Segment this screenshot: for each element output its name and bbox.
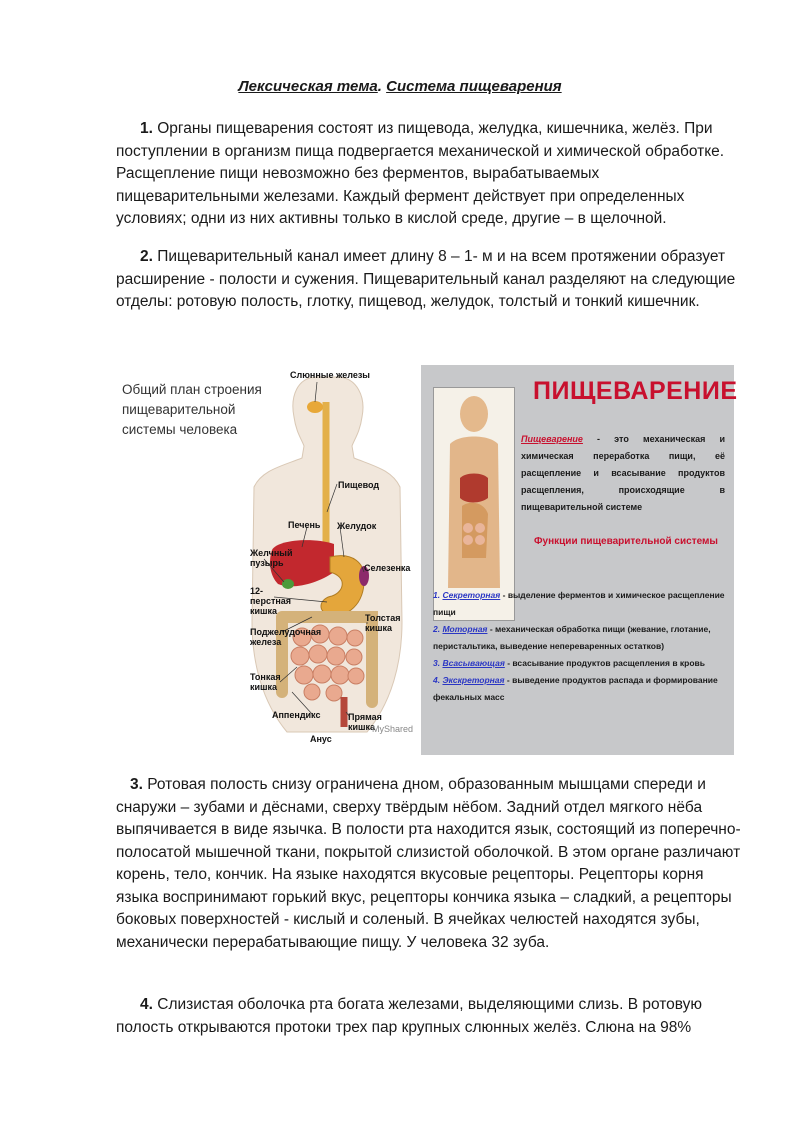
definition-term: Пищеварение [521, 434, 583, 444]
label-liver: Печень [288, 520, 321, 530]
title-part1: Лексическая тема [238, 78, 378, 95]
digestion-slide [421, 365, 738, 755]
watermark-text: MyShared [372, 724, 414, 734]
label-anus: Анус [310, 734, 332, 744]
definition-text [521, 431, 725, 516]
label-esophagus: Пищевод [338, 480, 380, 490]
paragraph-1-text: Органы пищеварения состоят из пищевода, желудка, кишечника, желёз. При поступлении в организм пища подвергается механической и химической обработке. Расщепление пищи невозможно без ферментов, вырабатываемых пищеварительными железами. Каждый фермент действует при определенных условиях; одни из них активны только в кислой среде, другие – в щелочной. [116, 120, 725, 227]
salivary-gland-shape [307, 401, 323, 413]
definition-body: - это механическая и химическая переработка пищи, её расщепление и всасывание продуктов расщепления, происходящие в пищеварительной системе [521, 434, 725, 512]
paragraph-4-text: Слизистая оболочка рта богата железами, выделяющими слизь. В ротовую полость открываются протоки трех пар крупных слюнных желёз. Слюна на 98% [116, 996, 703, 1036]
page-title [0, 78, 800, 95]
paragraph-3-number: 3. [130, 776, 143, 793]
label-colon: Толстая кишка [365, 613, 401, 633]
paragraph-2-text: Пищеварительный канал имеет длину 8 – 1- м и на всем протяжении образует расширение - полости и сужения. Пищеварительный канал разделяют на следующие отделы: ротовую полость, глотку, пищевод, желудок, толстый и тонкий кишечник. [116, 248, 736, 310]
anatomy-photo [433, 387, 515, 621]
function-item-4: 4. Экскреторная - выведение продуктов распада и формирование фекальных масс [433, 675, 718, 702]
label-spleen: Селезенка [364, 563, 411, 573]
function-item-1: 1. Секреторная - выделение ферментов и химическое расщепление пищи [433, 590, 725, 617]
paragraph-1-number: 1. [140, 120, 153, 137]
slide-title: ПИЩЕВАРЕНИЕ [533, 377, 738, 405]
functions-title: Функции пищеварительной системы [534, 536, 718, 547]
function-item-2: 2. Моторная - механическая обработка пищи (жевание, глотание, перистальтика, выведение непереваренных остатков) [433, 624, 711, 651]
title-part2: Система пищеварения [386, 78, 562, 95]
label-salivary-glands: Слюнные железы [290, 370, 370, 380]
paragraph-2-number: 2. [140, 248, 153, 265]
label-small-intestine: Тонкая кишка [250, 672, 281, 692]
label-appendix: Аппендикс [272, 710, 321, 720]
paragraph-4-number: 4. [140, 996, 153, 1013]
functions-list [433, 587, 729, 706]
label-duodenum: 12-перстная кишка [250, 586, 292, 616]
digestive-system-diagram [112, 362, 412, 757]
paragraph-1 [116, 118, 746, 231]
title-separator: . [377, 78, 387, 95]
label-gallbladder: Желчный пузырь [250, 548, 293, 568]
function-item-3: 3. Всасывающая - всасывание продуктов расщепления в кровь [433, 658, 706, 668]
label-rectum: Прямая кишка [348, 712, 382, 732]
torso-figure [434, 388, 514, 620]
diagram-heading: Общий план строения пищеварительной системы человека [122, 382, 262, 437]
paragraph-2 [116, 246, 746, 314]
paragraph-3-text: Ротовая полость снизу ограничена дном, образованным мышцами спереди и снаружи – зубами и дёснами, сверху твёрдым нёбом. Задний отдел мягкого нёба выпячивается в виде язычка. В полости рта находится язык, состоящий из поперечно-полосатой мышечной ткани, покрытой слизистой оболочкой. В этом органе различают корень, тело, кончик. На языке находятся вкусовые рецепторы. Рецепторы корня языка воспринимают горький вкус, рецепторы кончика языка – сладкий, а рецепторы боковых поверхностей - кислый и соленый. В ячейках челюстей находятся зубы, механически перерабатывающие пищу. У человека 32 зуба. [116, 776, 741, 951]
paragraph-4 [116, 994, 746, 1039]
label-stomach: Желудок [337, 521, 377, 531]
paragraph-3 [116, 774, 746, 954]
label-pancreas: Поджелудочная железа [250, 627, 322, 647]
